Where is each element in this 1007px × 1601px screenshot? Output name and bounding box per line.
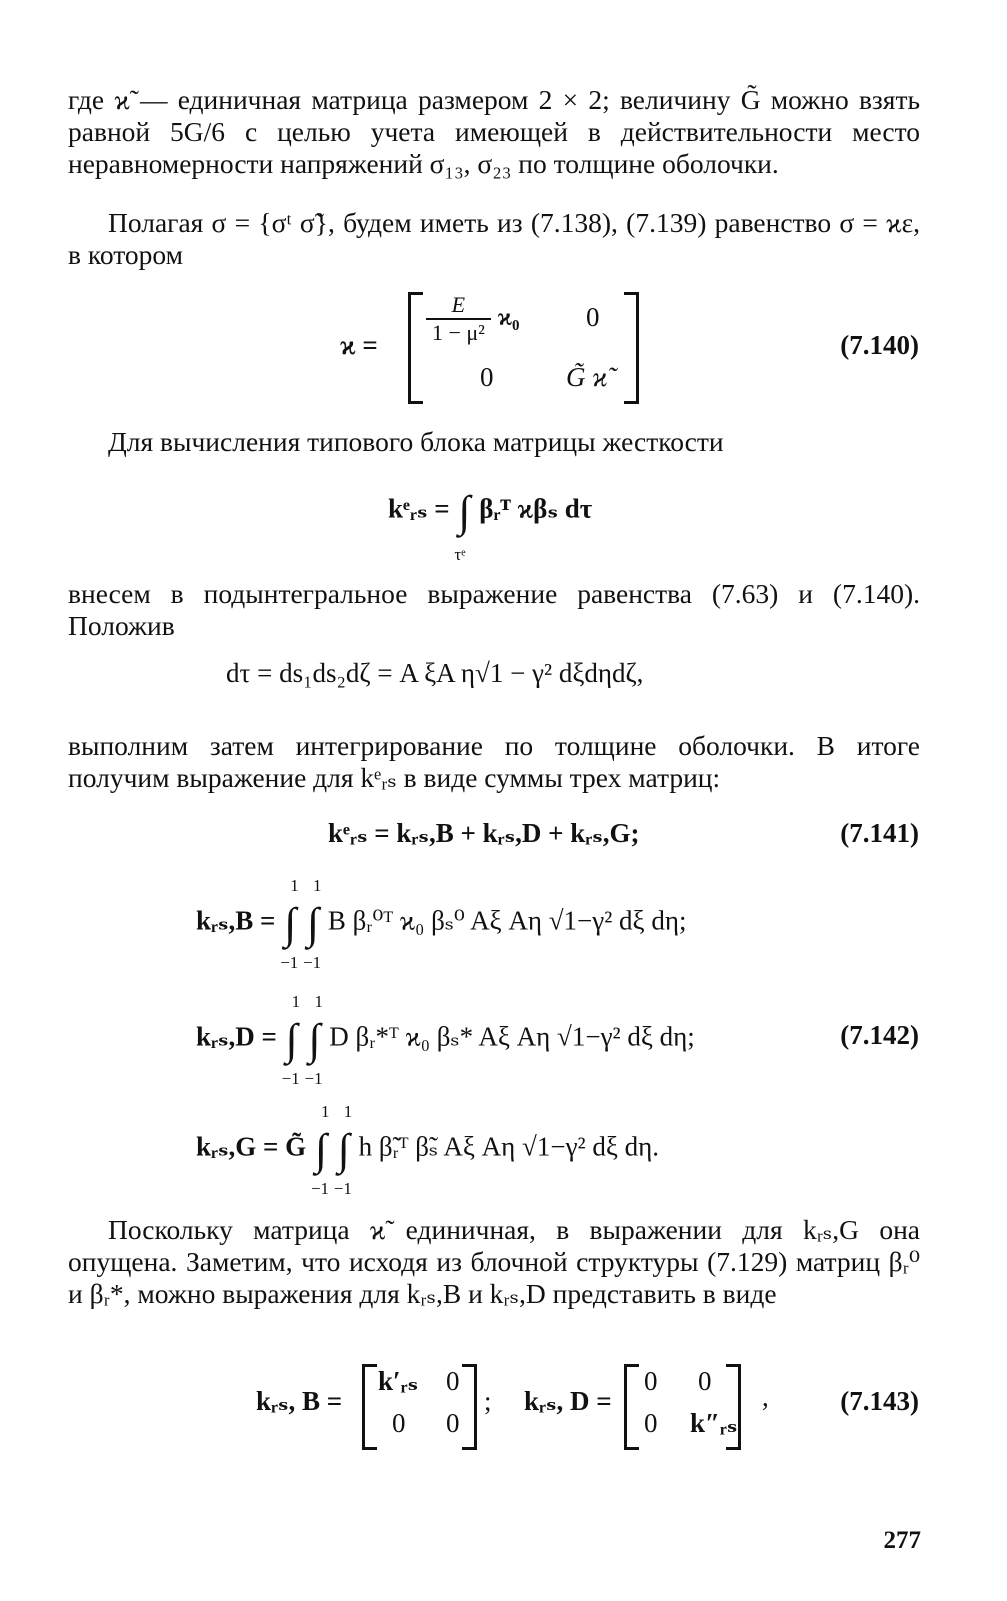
eq142-l3-lhs: kᵣₛ,G = G̃: [196, 1131, 307, 1162]
integral-sign: ∫ 1 −1: [281, 992, 301, 1088]
eq142-l1-body: B βᵣ⁰ᵀ ϰ₀ βₛ⁰ Aξ Aη √1−γ² dξ dη;: [327, 905, 687, 936]
paragraph-6: Поскольку матрица ϰ̃ единичная, в выражении для kᵣₛ,G она опущена. Заметим, что исходя из блочной структуры (7.129) матриц βᵣ⁰ и βᵣ*, можно выражения для kᵣₛ,B и kᵣₛ,D представить в виде: [68, 1214, 920, 1309]
paragraph-4: внесем в подынтегральное выражение равенства (7.63) и (7.140). Положив: [68, 578, 920, 641]
equation-7-142-line-2: [196, 992, 695, 1088]
eq142-l2-body: D βᵣ*ᵀ ϰ₀ βₛ* Aξ Aη √1−γ² dξ dη;: [329, 1021, 695, 1052]
eq140-frac-num: E: [426, 292, 491, 320]
eq140-left-bracket: [408, 292, 423, 404]
eq-k-integrand: βᵣᵀ ϰβₛ dτ: [479, 493, 593, 524]
book-page: где ϰ̃ — единичная матрица размером 2 × 2; величину G̃ можно взять равной 5G/6 с целью учета имеющей в действительности место неравномерности напряжений σ₁₃, σ₂₃ по толщине оболочки. Полагая σ = {σᵗ σ̃}, будем иметь из (7.138), (7.139) равенство σ = ϰε, в котором ϰ = $\frac{E}{\text{1 − μ²}}$ ϰ₀ 0 0 G̃ ϰ̃ (7.140) Для вычисления типового блока матрицы жесткости kᵉᵣₛ = ∫ τᵉ βᵣᵀ ϰβₛ dτ внесем в подынтегральное выражение равенства (7.63) и (7.140). Положив dτ = ds₁ds₂dζ = A ξA η√1 − γ² dξdηdζ, выполним затем интегрирование по толщине оболочки. В итоге получим выражение для kᵉᵣₛ в виде суммы трех матриц: kᵉᵣₛ = kᵣₛ,B + kᵣₛ,D + kᵣₛ,G; (7.141) kᵣₛ,B = ∫ 1 −1 ∫ 1 −1 B βᵣ⁰ᵀ ϰ₀ βₛ⁰ Aξ Aη √1−γ² dξ dη; kᵣₛ,D = ∫ 1 −1 ∫ 1 −1 D βᵣ*ᵀ ϰ₀ βₛ* Aξ Aη √1−γ² dξ dη; (7.142) kᵣₛ,G = G̃ ∫ 1 −1 ∫ 1 −1 h β̃ᵣᵀ β̃ₛ Aξ Aη √1−γ² dξ dη. Поскольку матрица ϰ̃ единичная, в выражении для kᵣₛ,G она опущена. Заметим, что исходя из блочной структуры (7.129) матриц βᵣ⁰ и βᵣ*, можно выражения для kᵣₛ,B и kᵣₛ,D представить в виде kᵣₛ, B = k′ᵣₛ 0 0 0 ; kᵣₛ, D = 0 0 0 k″ᵣₛ , (7.143) 277: [68, 84, 921, 1554]
eq143-m2-left-bracket: [624, 1364, 639, 1450]
eq140-number: (7.140): [840, 330, 919, 360]
eq142-l1-lhs: kᵣₛ,B =: [196, 905, 276, 936]
integral-sign: ∫ 1 −1: [303, 876, 322, 972]
eq143-m1-left-bracket: [362, 1364, 377, 1450]
integral-sign: ∫ 1 −1: [333, 1102, 353, 1198]
equation-7-142-line-3: [196, 1102, 660, 1198]
eq140-a11: [426, 292, 520, 346]
eq140-frac-den: 1 − μ²: [432, 320, 485, 345]
eq140-a22: G̃ ϰ̃: [566, 362, 608, 392]
integral-sign: ∫ 1 −1: [310, 1102, 330, 1198]
eq143-lhs2: kᵣₛ, D =: [524, 1386, 612, 1416]
eq140-a11-tail: ϰ₀: [497, 304, 520, 332]
eq142-number: (7.142): [840, 1020, 919, 1050]
paragraph-2: Полагая σ = {σᵗ σ̃}, будем иметь из (7.138), (7.139) равенство σ = ϰε, в котором: [68, 207, 920, 270]
eq143-sep: ;: [484, 1386, 492, 1416]
eq143-m1-right-bracket: [462, 1364, 477, 1450]
paragraph-5: выполним затем интегрирование по толщине оболочки. В итоге получим выражение для kᵉᵣₛ в виде суммы трех матриц:: [68, 730, 920, 793]
paragraph-1: где ϰ̃ — единичная матрица размером 2 × 2; величину G̃ можно взять равной 5G/6 с целью учета имеющей в действительности место неравномерности напряжений σ₁₃, σ₂₃ по толщине оболочки.: [68, 84, 920, 179]
paragraph-3: Для вычисления типового блока матрицы жесткости: [108, 426, 724, 457]
integral-sign: ∫ τᵉ: [454, 487, 471, 564]
eq142-l3-body: h β̃ᵣᵀ β̃ₛ Aξ Aη √1−γ² dξ dη.: [358, 1131, 660, 1162]
equation-k-element: [388, 486, 593, 564]
equation-dtau: dτ = ds₁ds₂dζ = A ξA η√1 − γ² dξdηdζ,: [226, 658, 644, 688]
eq143-m2-right-bracket: [726, 1364, 741, 1450]
page-number: 277: [883, 1527, 921, 1554]
eq143-number: (7.143): [840, 1386, 919, 1416]
eq140-lhs: ϰ =: [340, 330, 378, 360]
integral-sign: ∫ 1 −1: [280, 876, 299, 972]
eq-k-limit: τᵉ: [454, 545, 466, 564]
equation-7-142-line-1: [196, 876, 687, 972]
eq142-l2-lhs: kᵣₛ,D =: [196, 1021, 277, 1052]
eq-k-lhs: kᵉᵣₛ =: [388, 493, 450, 524]
eq143-trail: ,: [762, 1382, 769, 1412]
eq140-a21: 0: [480, 362, 494, 392]
eq140-a12: 0: [586, 302, 600, 332]
eq141-number: (7.141): [840, 818, 919, 848]
eq140-right-bracket: [624, 292, 639, 404]
equation-7-141: kᵉᵣₛ = kᵣₛ,B + kᵣₛ,D + kᵣₛ,G;: [328, 818, 640, 848]
integral-sign: ∫ 1 −1: [304, 992, 323, 1088]
eq143-lhs1: kᵣₛ, B =: [256, 1386, 343, 1416]
